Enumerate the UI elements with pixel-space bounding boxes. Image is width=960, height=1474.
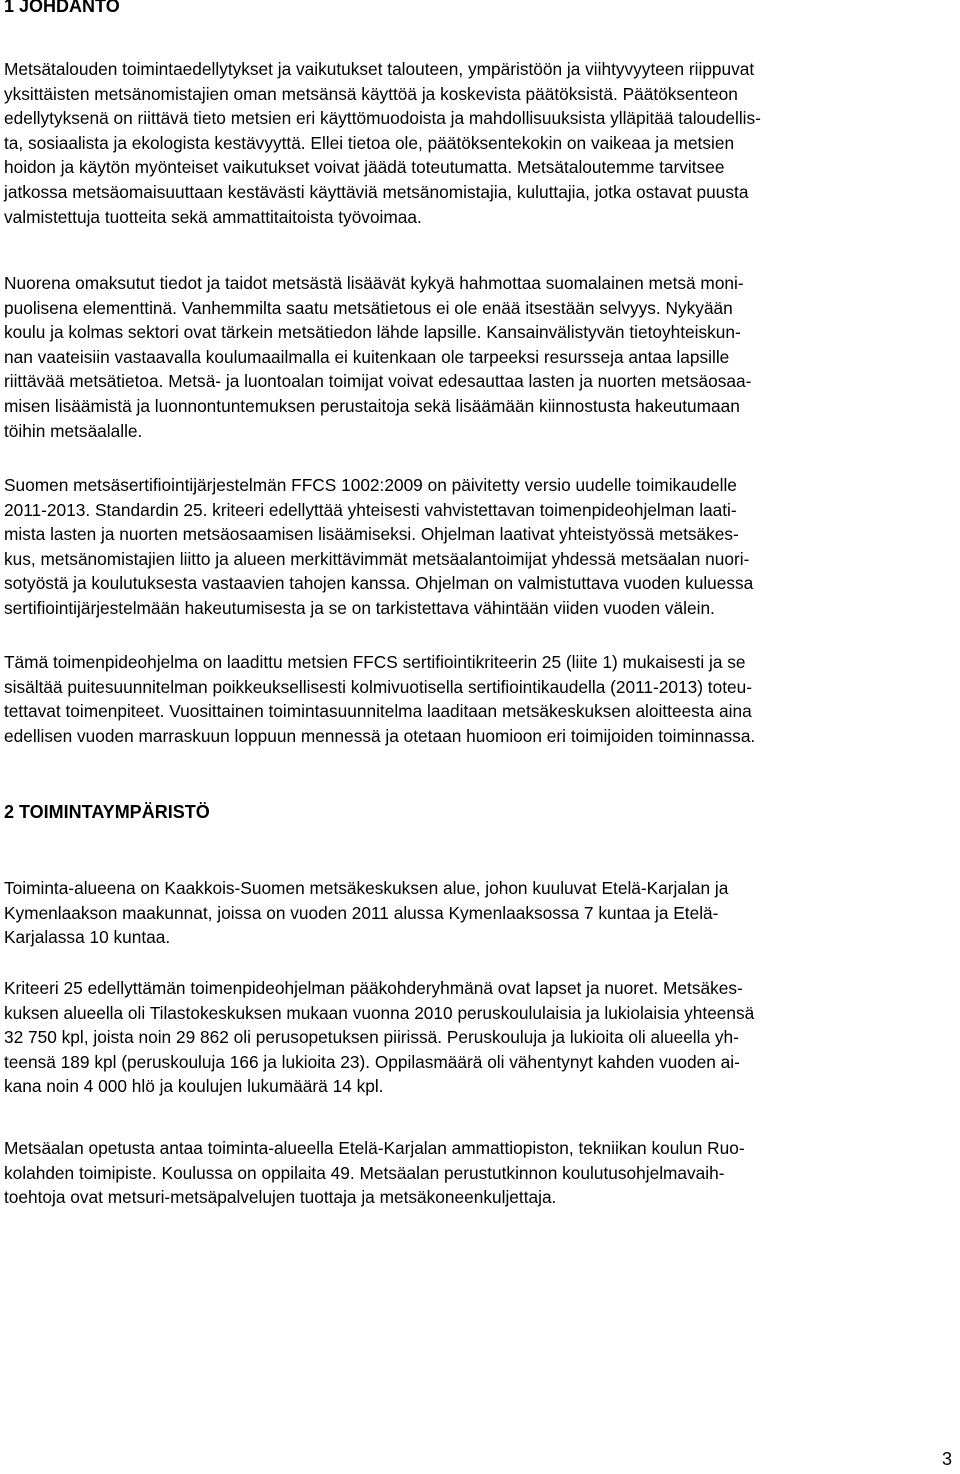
- text-line: Nuorena omaksutut tiedot ja taidot metsästä lisäävät kykyä hahmottaa suomalainen metsä moni-: [4, 273, 744, 293]
- paragraph-environment-3: [4, 1136, 956, 1210]
- text-line: Metsätalouden toimintaedellytykset ja vaikutukset talouteen, ympäristöön ja viihtyvyyteen riippuvat: [4, 59, 755, 79]
- text-line: töihin metsäalalle.: [4, 420, 143, 441]
- section-heading-johdanto: 1 JOHDANTO: [4, 0, 120, 16]
- text-line: nan vaateisiin vastaavalla koulumaailmalla ei kuitenkaan ole tarpeeksi resursseja antaa lapsille: [4, 346, 730, 367]
- text-line: puolisena elementtinä. Vanhemmilta saatu metsätietous ei ole enää itsestään selvyys. Nykyään: [4, 297, 733, 318]
- text-line: sertifiointijärjestelmään hakeutumisesta ja se on tarkistettava vähintään viiden vuoden välein.: [4, 597, 715, 618]
- text-line: jatkossa metsäomaisuuttaan kestävästi käyttäviä metsänomistajia, kuluttajia, jotka ostavat puusta: [4, 181, 749, 202]
- text-line: Kymenlaakson maakunnat, joissa on vuoden 2011 alussa Kymenlaaksossa 7 kuntaa ja Etelä-: [4, 902, 719, 923]
- text-line: 2011-2013. Standardin 25. kriteeri edellyttää yhteisesti vahvistettavan toimenpideohjelman laati-: [4, 499, 737, 520]
- text-line: mista lasten ja nuorten metsäosaamisen lisäämiseksi. Ohjelman laativat yhteistyössä metsäkes-: [4, 524, 739, 545]
- text-line: edellytyksenä on riittävä tieto metsien eri käyttömuodoista ja mahdollisuuksista ylläpitää taloudellis-: [4, 108, 761, 129]
- text-line: valmistettuja tuotteita sekä ammattitaitoista työvoimaa.: [4, 206, 422, 227]
- text-line: kuksen alueella oli Tilastokeskuksen mukaan vuonna 2010 peruskoululaisia ja lukiolaisia yhteensä: [4, 1002, 755, 1023]
- text-line: 32 750 kpl, joista noin 29 862 oli perusopetuksen piirissä. Peruskouluja ja lukioita oli alueella yh-: [4, 1027, 739, 1048]
- text-line: Suomen metsäsertifiointijärjestelmän FFCS 1002:2009 on päivitetty versio uudelle toimikaudelle: [4, 475, 737, 495]
- text-line: koulu ja kolmas sektori ovat tärkein metsätiedon lähde lapsille. Kansainvälistyvän tietoyhteiskun-: [4, 322, 741, 343]
- text-line: kana noin 4 000 hlö ja koulujen lukumäärä 14 kpl.: [4, 1076, 384, 1097]
- text-line: ta, sosiaalista ja ekologista kestävyyttä. Ellei tietoa ole, päätöksentekokin on vaikeaa ja metsien: [4, 132, 735, 153]
- text-line: riittävää metsätietoa. Metsä- ja luontoalan toimijat voivat edesauttaa lasten ja nuorten metsäosaa-: [4, 371, 752, 392]
- section-heading-toimintaymparisto: 2 TOIMINTAYMPÄRISTÖ: [4, 802, 210, 822]
- text-line: Metsäalan opetusta antaa toiminta-alueella Etelä-Karjalan ammattiopiston, tekniikan koulun Ruo-: [4, 1138, 745, 1158]
- text-line: kolahden toimipiste. Koulussa on oppilaita 49. Metsäalan perustutkinnon koulutusohjelmavaih-: [4, 1162, 725, 1183]
- paragraph-environment-2: [4, 976, 956, 1099]
- text-line: teensä 189 kpl (peruskouluja 166 ja lukioita 23). Oppilasmäärä oli vähentynyt kahden vuoden ai-: [4, 1051, 740, 1072]
- text-line: yksittäisten metsänomistajien oman metsänsä käyttöä ja koskevista päätöksistä. Päätöksenteon: [4, 83, 738, 104]
- page-number: 3: [941, 1449, 952, 1469]
- text-line: hoidon ja käytön myönteiset vaikutukset voivat jäädä toteutumatta. Metsätaloutemme tarvitsee: [4, 157, 725, 178]
- text-line: edellisen vuoden marraskuun loppuun mennessä ja otetaan huomioon eri toimijoiden toiminnassa.: [4, 725, 756, 746]
- text-line: tettavat toimenpiteet. Vuosittainen toimintasuunnitelma laaditaan metsäkeskuksen aloitteesta aina: [4, 701, 752, 722]
- text-line: toehtoja ovat metsuri-metsäpalvelujen tuottaja ja metsäkoneenkuljettaja.: [4, 1187, 557, 1208]
- paragraph-intro-4: [4, 650, 956, 748]
- paragraph-intro-1: [4, 57, 956, 229]
- text-line: Karjalassa 10 kuntaa.: [4, 927, 171, 948]
- text-line: sisältää puitesuunnitelman poikkeuksellisesti kolmivuotisella sertifiointikaudella (2011-2013) toteu-: [4, 676, 752, 697]
- paragraph-environment-1: [4, 876, 956, 950]
- text-line: Toiminta-alueena on Kaakkois-Suomen metsäkeskuksen alue, johon kuuluvat Etelä-Karjalan ja: [4, 878, 729, 898]
- text-line: kus, metsänomistajien liitto ja alueen merkittävimmät metsäalantoimijat yhdessä metsäalan nuori-: [4, 548, 750, 569]
- text-line: sotyöstä ja koulutuksesta vastaavien tahojen kanssa. Ohjelman on valmistuttava vuoden kuluessa: [4, 573, 754, 594]
- paragraph-intro-2: [4, 271, 956, 443]
- text-line: misen lisäämistä ja luonnontuntemuksen perustaitoja sekä lisäämään kiinnostusta hakeutumaan: [4, 395, 740, 416]
- paragraph-intro-3: [4, 473, 956, 621]
- text-line: Kriteeri 25 edellyttämän toimenpideohjelman pääkohderyhmänä ovat lapset ja nuoret. Metsäkes-: [4, 978, 743, 998]
- text-line: Tämä toimenpideohjelma on laadittu metsien FFCS sertifiointikriteerin 25 (liite 1) mukaisesti ja se: [4, 652, 746, 672]
